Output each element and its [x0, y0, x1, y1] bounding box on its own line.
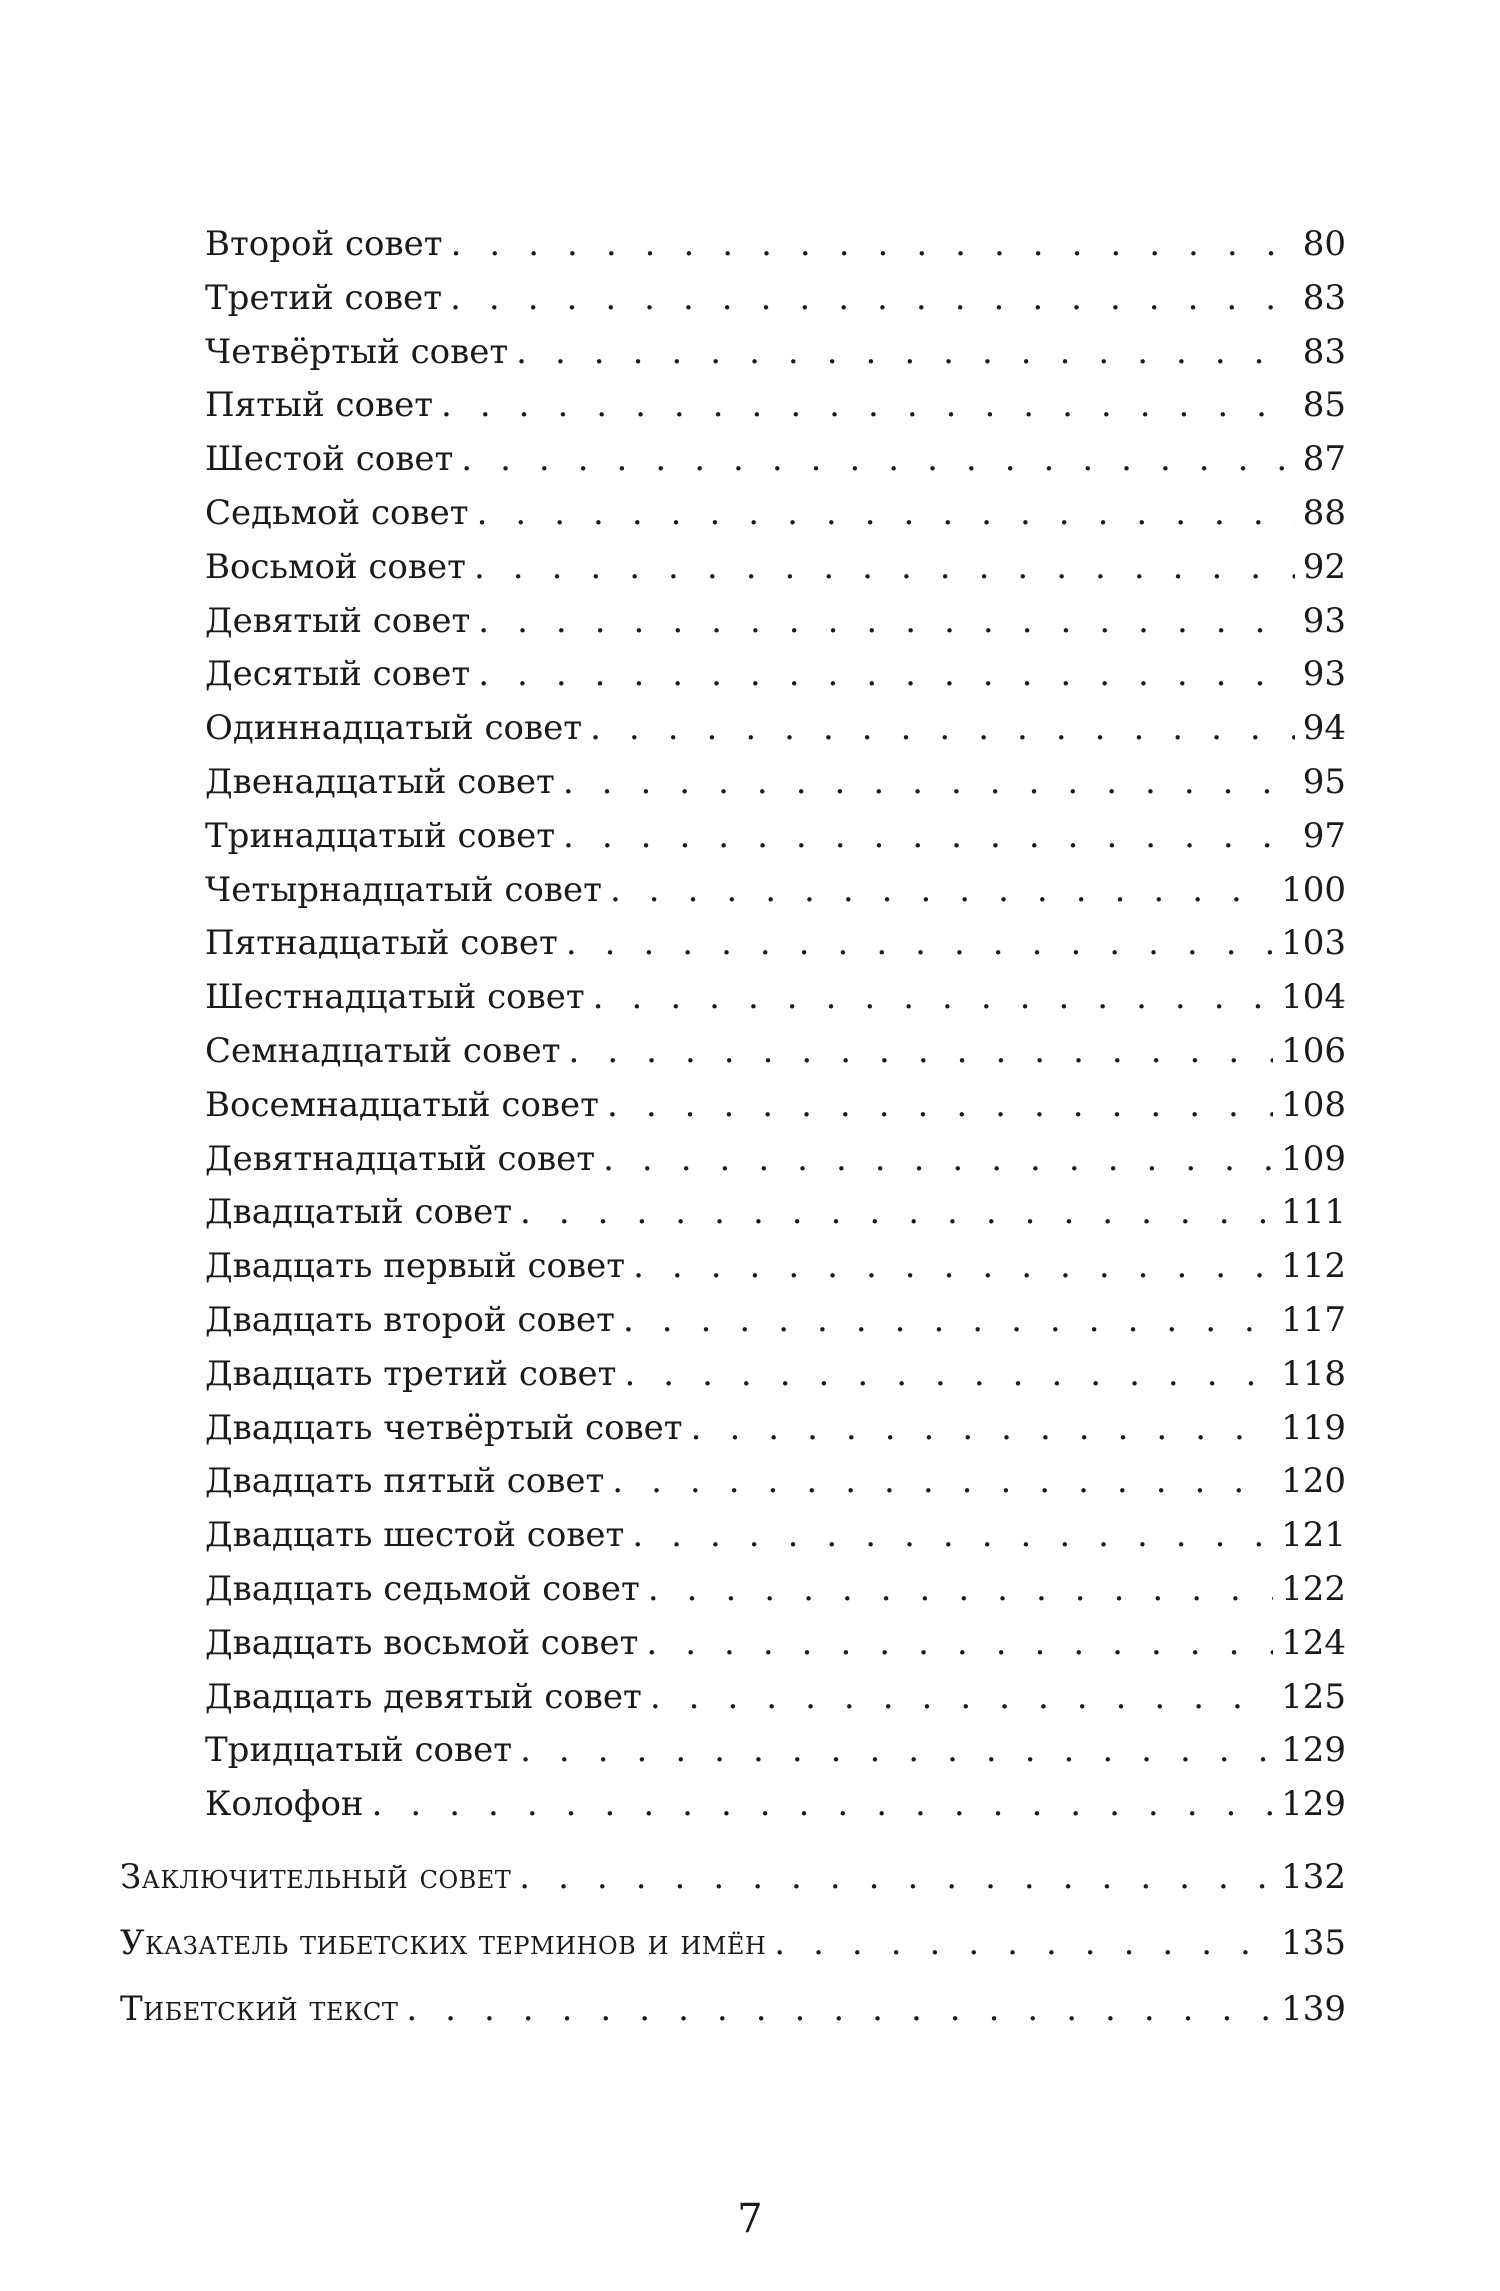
toc-entry-title: Колофон	[205, 1784, 364, 1825]
dot-leader	[519, 1844, 1273, 1910]
toc-entry-title: Двенадцатый совет	[205, 761, 555, 802]
toc-entry[interactable]	[120, 810, 1346, 864]
toc-entry-page: 121	[1281, 1515, 1346, 1556]
dot-leader	[563, 756, 1295, 810]
toc-entry-page: 92	[1302, 546, 1346, 587]
toc-entry-title: Двадцать седьмой совет	[205, 1568, 640, 1609]
toc-entry-title: Седьмой совет	[205, 492, 469, 533]
toc-entry[interactable]	[120, 1910, 1346, 1976]
toc-entry[interactable]	[120, 864, 1346, 918]
dot-leader	[451, 218, 1295, 272]
dot-leader	[648, 1563, 1273, 1617]
toc-entry-page: 100	[1281, 869, 1346, 910]
toc-entry-title: Двадцать второй совет	[205, 1299, 615, 1340]
table-of-contents	[120, 218, 1346, 2042]
toc-entry[interactable]	[120, 1402, 1346, 1456]
toc-section-gap	[120, 1832, 1346, 1844]
toc-entry-page: 124	[1281, 1622, 1346, 1663]
dot-leader	[406, 1976, 1273, 2042]
toc-entry-page: 93	[1302, 654, 1346, 695]
dot-leader	[474, 541, 1295, 595]
toc-entry-title: Указатель тибетских терминов и имён	[120, 1922, 767, 1963]
toc-entry[interactable]	[120, 1025, 1346, 1079]
toc-entry-title: Третий совет	[205, 277, 443, 318]
toc-entry-page: 87	[1302, 439, 1346, 480]
toc-entry[interactable]	[120, 1844, 1346, 1910]
toc-entry-page: 135	[1281, 1922, 1346, 1963]
toc-entry-page: 109	[1281, 1138, 1346, 1179]
toc-entry-title: Двадцать восьмой совет	[205, 1622, 639, 1663]
dot-leader	[590, 702, 1295, 756]
toc-entry[interactable]	[120, 702, 1346, 756]
toc-entry[interactable]	[120, 326, 1346, 380]
toc-entry-page: 104	[1281, 977, 1346, 1018]
toc-entry-title: Четырнадцатый совет	[205, 869, 602, 910]
dot-leader	[633, 1240, 1273, 1294]
dot-leader	[477, 487, 1295, 541]
toc-entry-page: 139	[1281, 1988, 1346, 2029]
toc-entry-title: Пятнадцатый совет	[205, 923, 558, 964]
toc-entry-page: 129	[1281, 1730, 1346, 1771]
toc-entry-title: Тридцатый совет	[205, 1730, 513, 1771]
toc-entry[interactable]	[120, 1348, 1346, 1402]
toc-entry[interactable]	[120, 971, 1346, 1025]
toc-entry[interactable]	[120, 1976, 1346, 2042]
dot-leader	[450, 272, 1295, 326]
toc-entry-page: 122	[1281, 1568, 1346, 1609]
toc-entry-title: Одиннадцатый совет	[205, 708, 583, 749]
dot-leader	[593, 971, 1273, 1025]
toc-entry[interactable]	[120, 1724, 1346, 1778]
toc-entry-title: Двадцать первый совет	[205, 1246, 626, 1287]
toc-entry-page: 106	[1281, 1030, 1346, 1071]
toc-entry[interactable]	[120, 1240, 1346, 1294]
toc-entry-page: 80	[1302, 224, 1346, 264]
toc-entry-page: 83	[1302, 277, 1346, 318]
toc-entry[interactable]	[120, 1563, 1346, 1617]
toc-entry-title: Шестой совет	[205, 439, 454, 480]
toc-entry-page: 94	[1302, 708, 1346, 749]
toc-entry-page: 125	[1281, 1676, 1346, 1717]
dot-leader	[623, 1294, 1273, 1348]
dot-leader	[478, 648, 1295, 702]
dot-leader	[607, 1079, 1273, 1133]
toc-entry-page: 112	[1281, 1246, 1346, 1287]
toc-entry-page: 88	[1302, 492, 1346, 533]
toc-entry[interactable]	[120, 1186, 1346, 1240]
toc-entry[interactable]	[120, 1671, 1346, 1725]
dot-leader	[632, 1509, 1273, 1563]
toc-entry[interactable]	[120, 595, 1346, 649]
toc-entry-title: Двадцать четвёртый совет	[205, 1407, 683, 1448]
dot-leader	[646, 1617, 1273, 1671]
toc-entry-title: Девятнадцатый совет	[205, 1138, 596, 1179]
toc-sub-entries	[120, 218, 1346, 1832]
toc-entry-page: 85	[1302, 385, 1346, 426]
dot-leader	[563, 810, 1295, 864]
dot-leader	[516, 326, 1295, 380]
toc-entry-page: 97	[1302, 815, 1346, 856]
dot-leader	[569, 1025, 1274, 1079]
toc-entry-page: 103	[1281, 923, 1346, 964]
toc-entry-title: Второй совет	[205, 224, 443, 264]
dot-leader	[603, 1133, 1273, 1187]
dot-leader	[461, 433, 1294, 487]
toc-entry[interactable]	[120, 272, 1346, 326]
toc-entry-title: Восьмой совет	[205, 546, 466, 587]
toc-entry[interactable]	[120, 1455, 1346, 1509]
toc-entry-title: Пятый совет	[205, 385, 434, 426]
toc-entry-page: 83	[1302, 331, 1346, 372]
toc-entry-page: 120	[1281, 1461, 1346, 1502]
toc-entry-title: Двадцать девятый совет	[205, 1676, 642, 1717]
toc-entry-title: Двадцатый совет	[205, 1192, 513, 1233]
toc-entry[interactable]	[120, 917, 1346, 971]
toc-entry[interactable]	[120, 487, 1346, 541]
toc-entry[interactable]	[120, 648, 1346, 702]
toc-entry[interactable]	[120, 1133, 1346, 1187]
dot-leader	[650, 1671, 1273, 1725]
dot-leader	[478, 595, 1294, 649]
toc-entry-page: 111	[1281, 1192, 1346, 1233]
page-number: 7	[737, 2196, 763, 2242]
dot-leader	[612, 1455, 1273, 1509]
dot-leader	[520, 1724, 1273, 1778]
dot-leader	[441, 379, 1295, 433]
toc-entry-title: Восемнадцатый совет	[205, 1084, 599, 1125]
toc-entry-page: 95	[1302, 761, 1346, 802]
dot-leader	[372, 1778, 1273, 1832]
toc-entry[interactable]	[120, 433, 1346, 487]
toc-entry-page: 129	[1281, 1784, 1346, 1825]
dot-leader	[610, 864, 1273, 918]
toc-entry-title: Двадцать пятый совет	[205, 1461, 605, 1502]
dot-leader	[691, 1402, 1273, 1456]
dot-leader	[624, 1348, 1273, 1402]
toc-entry-page: 117	[1281, 1299, 1346, 1340]
toc-entry[interactable]	[120, 1617, 1346, 1671]
toc-entry-title: Десятый совет	[205, 654, 471, 695]
toc-entry[interactable]	[120, 379, 1346, 433]
toc-entry-title: Тринадцатый совет	[205, 815, 556, 856]
toc-entry[interactable]	[120, 1079, 1346, 1133]
toc-entry[interactable]	[120, 1294, 1346, 1348]
toc-entry-title: Четвёртый совет	[205, 331, 509, 372]
toc-entry-title: Шестнадцатый совет	[205, 977, 585, 1018]
toc-entry-page: 93	[1302, 600, 1346, 641]
toc-entry-title: Семнадцатый совет	[205, 1030, 561, 1071]
dot-leader	[520, 1186, 1273, 1240]
dot-leader	[774, 1910, 1273, 1976]
toc-entry[interactable]	[120, 1509, 1346, 1563]
dot-leader	[566, 917, 1273, 971]
toc-entry-title: Двадцать третий совет	[205, 1353, 617, 1394]
toc-entry[interactable]	[120, 1778, 1346, 1832]
toc-entry-title: Девятый совет	[205, 600, 471, 641]
toc-major-entries	[120, 1844, 1346, 2042]
toc-entry-page: 132	[1281, 1856, 1346, 1897]
toc-entry[interactable]	[120, 218, 1346, 272]
toc-entry-title: Тибетский текст	[120, 1988, 399, 2029]
toc-entry[interactable]	[120, 756, 1346, 810]
toc-entry-title: Двадцать шестой совет	[205, 1515, 625, 1556]
toc-entry-page: 119	[1281, 1407, 1346, 1448]
toc-entry-page: 108	[1281, 1084, 1346, 1125]
toc-entry-page: 118	[1281, 1353, 1346, 1394]
toc-entry-title: Заключительный совет	[120, 1856, 512, 1897]
toc-entry[interactable]	[120, 541, 1346, 595]
